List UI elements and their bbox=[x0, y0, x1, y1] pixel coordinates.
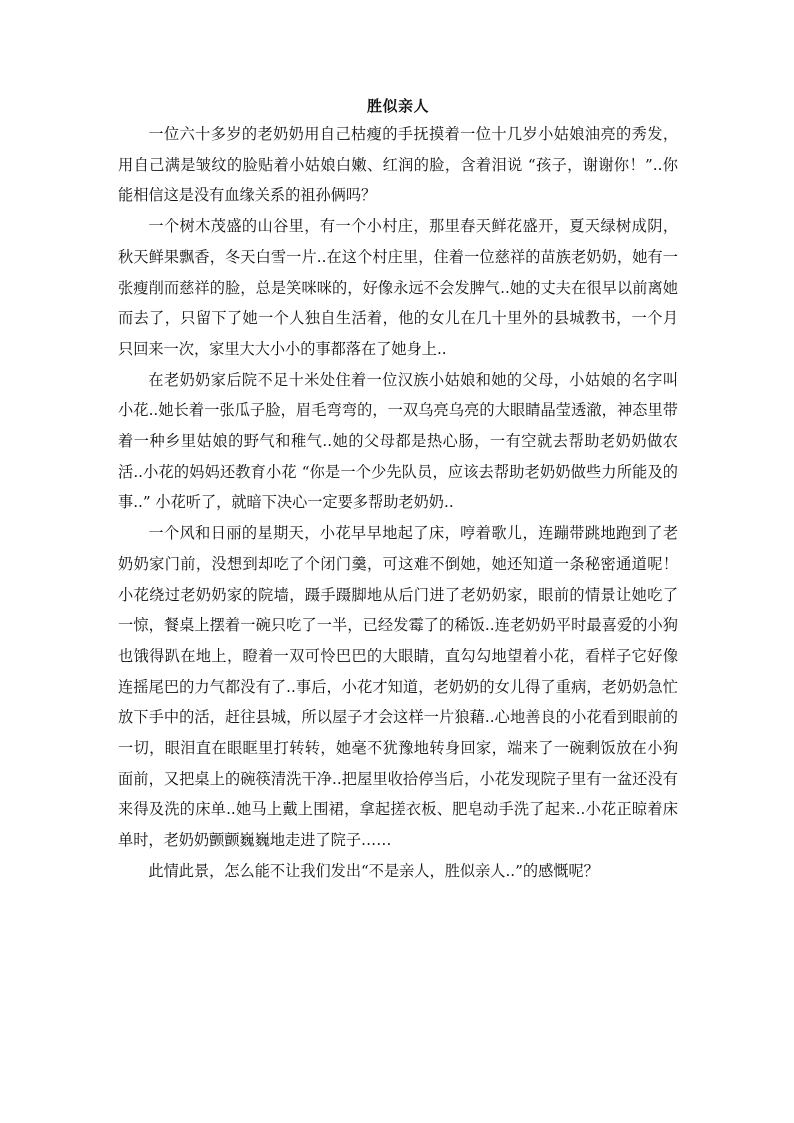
paragraph-4: 一个风和日丽的星期天，小花早早地起了床，哼着歌儿，连蹦带跳地跑到了老奶奶家门前，没想到却吃了个闭门羹，可这难不倒她，她还知道一条秘密通道呢！小花绕过老奶奶家的院墙，蹑手蹑脚地从后门进了老奶奶家，眼前的情景让她吃了一惊，餐桌上摆着一碗只吃了一半，已经发霉了的稀饭..连老奶奶平时最喜爱的小狗也饿得趴在地上，瞪着一双可怜巴巴的大眼睛，直勾勾地望着小花，看样子它好像连摇尾巴的力气都没有了..事后，小花才知道，老奶奶的女儿得了重病，老奶奶急忙放下手中的活，赶往县城，所以屋子才会这样一片狼藉..心地善良的小花看到眼前的一切，眼泪直在眼眶里打转转，她毫不犹豫地转身回家，端来了一碗剩饭放在小狗面前，又把桌上的碗筷清洗干净..把屋里收拾停当后，小花发现院子里有一盆还没有来得及洗的床单..她马上戴上围裙，拿起搓衣板、肥皂动手洗了起来..小花正晾着床单时，老奶奶颤颤巍巍地走进了院子…… bbox=[118, 524, 678, 850]
document-page bbox=[118, 95, 678, 887]
paragraph-1: 一位六十多岁的老奶奶用自己枯瘦的手抚摸着一位十几岁小姑娘油亮的秀发，用自己满是皱纹的脸贴着小姑娘白嫩、红润的脸，含着泪说 “孩子，谢谢你！”..你能相信这是没有血缘关系的祖孙俩吗？ bbox=[118, 125, 678, 205]
paragraph-5: 此情此景，怎么能不让我们发出“不是亲人，胜似亲人..”的感慨呢？ bbox=[148, 861, 599, 880]
paragraph-2: 一个树木茂盛的山谷里，有一个小村庄，那里春天鲜花盛开，夏天绿树成阴，秋天鲜果飘香，冬天白雪一片..在这个村庄里，住着一位慈祥的苗族老奶奶，她有一张瘦削而慈祥的脸，总是笑咪咪的，好像永远不会发脾气..她的丈夫在很早以前离她而去了，只留下了她一个人独自生活着，他的女儿在几十里外的县城教书，一个月只回来一次，家里大大小小的事都落在了她身上.. bbox=[118, 217, 678, 358]
paragraph-3: 在老奶奶家后院不足十米处住着一位汉族小姑娘和她的父母，小姑娘的名字叫小花..她长着一张瓜子脸，眉毛弯弯的，一双乌亮乌亮的大眼睛晶莹透澈，神态里带着一种乡里姑娘的野气和稚气..她的父母都是热心肠，一有空就去帮助老奶奶做农活..小花的妈妈还教育小花 “你是一个少先队员，应该去帮助老奶奶做些力所能及的事..” 小花听了，就暗下决心一定要多帮助老奶奶.. bbox=[118, 370, 678, 512]
document-title: 胜似亲人 bbox=[366, 97, 429, 115]
